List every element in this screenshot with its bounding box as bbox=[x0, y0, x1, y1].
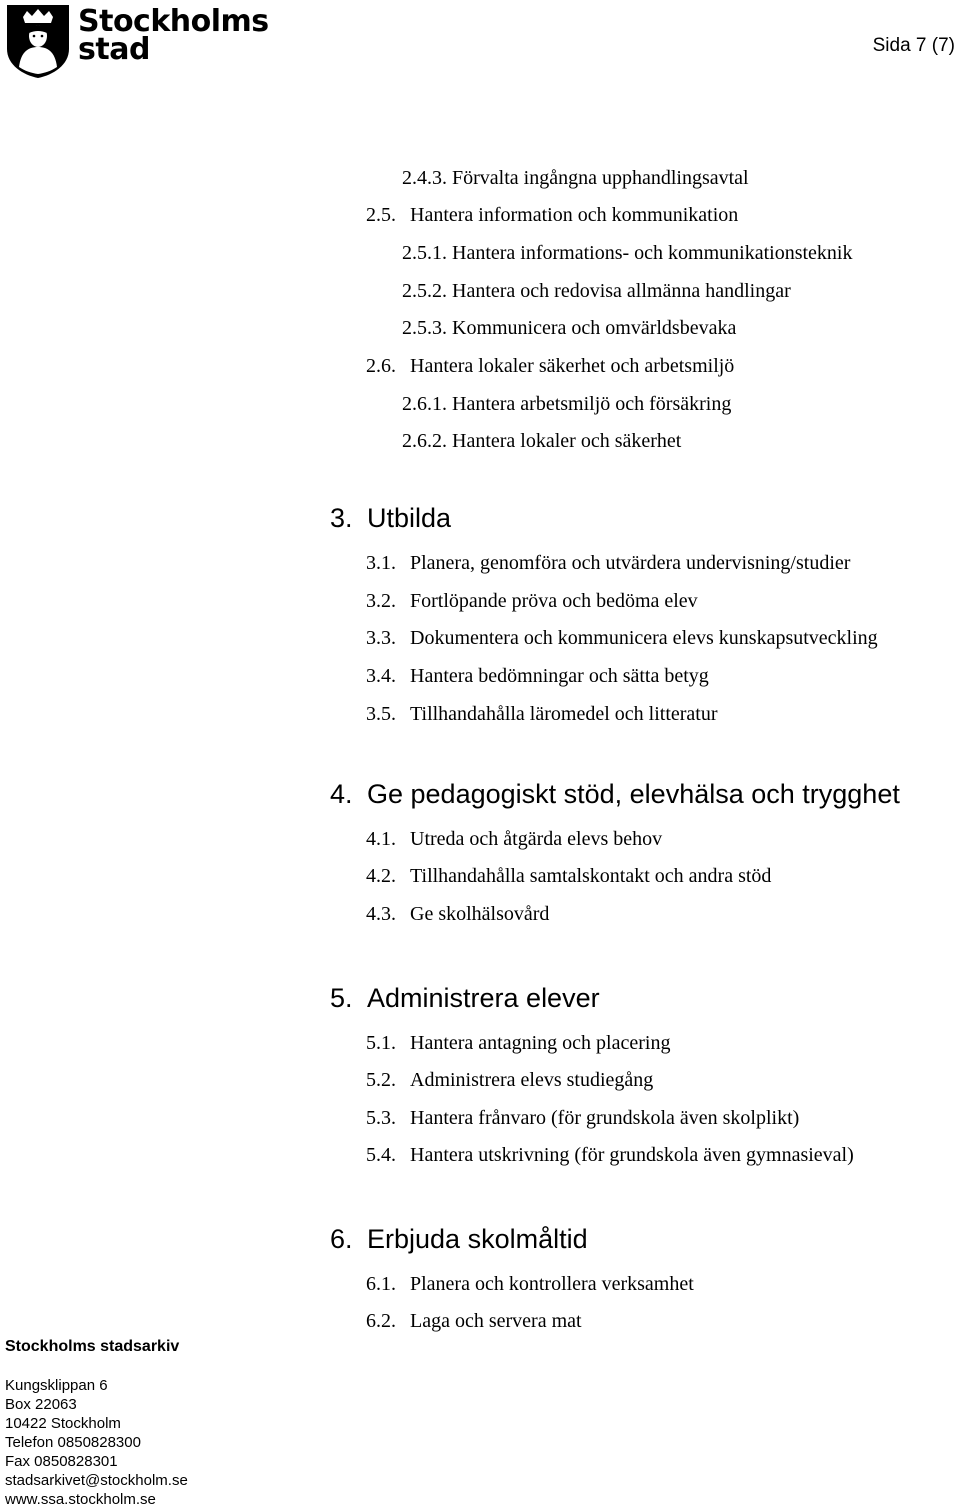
list-item bbox=[402, 316, 736, 340]
section-title: Erbjuda skolmåltid bbox=[367, 1224, 588, 1254]
footer-postal: 10422 Stockholm bbox=[5, 1415, 121, 1432]
item-text: Hantera informations- och kommunikationsteknik bbox=[452, 242, 853, 264]
footer-address bbox=[5, 1376, 188, 1509]
list-item bbox=[402, 166, 749, 190]
footer-email: stadsarkivet@stockholm.se bbox=[5, 1472, 188, 1489]
section-title: Utbilda bbox=[367, 503, 452, 533]
item-number: 4.3. bbox=[366, 903, 396, 925]
item-number: 2.5.3. bbox=[402, 317, 447, 339]
item-number: 5.4. bbox=[366, 1144, 396, 1166]
list-item bbox=[366, 1309, 582, 1333]
list-item bbox=[366, 589, 698, 613]
item-text: Hantera frånvaro (för grundskola även skolplikt) bbox=[410, 1107, 800, 1129]
list-item bbox=[366, 1031, 670, 1055]
list-item bbox=[402, 241, 852, 265]
stockholms-stad-logo bbox=[0, 0, 269, 82]
list-item bbox=[366, 203, 738, 227]
section-heading bbox=[330, 502, 451, 534]
footer-street: Kungsklippan 6 bbox=[5, 1377, 108, 1394]
item-text: Hantera antagning och placering bbox=[410, 1032, 671, 1054]
list-item bbox=[366, 551, 850, 575]
footer-org-name: Stockholms stadsarkiv bbox=[5, 1338, 180, 1355]
footer-phone: Telefon 0850828300 bbox=[5, 1434, 141, 1451]
item-number: 5.1. bbox=[366, 1032, 396, 1054]
item-text: Administrera elevs studiegång bbox=[410, 1069, 654, 1091]
item-text: Hantera information och kommunikation bbox=[410, 204, 739, 226]
item-number: 2.5.2. bbox=[402, 280, 447, 302]
item-text: Fortlöpande pröva och bedöma elev bbox=[410, 590, 698, 612]
item-text: Utreda och åtgärda elevs behov bbox=[410, 828, 663, 850]
item-text: Hantera och redovisa allmänna handlingar bbox=[452, 280, 791, 302]
list-item bbox=[366, 827, 662, 851]
section-heading bbox=[330, 1223, 588, 1255]
section-number: 5. bbox=[330, 983, 353, 1013]
item-number: 2.6.2. bbox=[402, 430, 447, 452]
item-number: 4.1. bbox=[366, 828, 396, 850]
list-item bbox=[366, 1272, 694, 1296]
list-item bbox=[402, 429, 681, 453]
item-number: 3.1. bbox=[366, 552, 396, 574]
item-number: 2.6. bbox=[366, 355, 396, 377]
item-text: Tillhandahålla samtalskontakt och andra stöd bbox=[410, 865, 772, 887]
section-number: 4. bbox=[330, 779, 353, 809]
item-text: Hantera lokaler säkerhet och arbetsmiljö bbox=[410, 355, 735, 377]
item-text: Planera, genomföra och utvärdera undervisning/studier bbox=[410, 552, 851, 574]
logo-line-1: Stockholms bbox=[78, 4, 269, 39]
item-number: 4.2. bbox=[366, 865, 396, 887]
footer-fax: Fax 0850828301 bbox=[5, 1453, 118, 1470]
item-text: Förvalta ingångna upphandlingsavtal bbox=[452, 167, 749, 189]
list-item bbox=[366, 702, 718, 726]
item-text: Hantera bedömningar och sätta betyg bbox=[410, 665, 709, 687]
item-text: Hantera utskrivning (för grundskola även gymnasieval) bbox=[410, 1144, 854, 1166]
item-number: 3.5. bbox=[366, 703, 396, 725]
item-number: 2.5. bbox=[366, 204, 396, 226]
page-number: Sida 7 (7) bbox=[872, 35, 955, 56]
city-crest-icon bbox=[5, 3, 71, 79]
list-item bbox=[366, 664, 709, 688]
list-item bbox=[366, 626, 878, 650]
item-number: 6.2. bbox=[366, 1310, 396, 1332]
footer-website: www.ssa.stockholm.se bbox=[5, 1491, 156, 1508]
footer-box: Box 22063 bbox=[5, 1396, 77, 1413]
logo-line-2: stad bbox=[78, 32, 150, 67]
section-title: Administrera elever bbox=[367, 983, 600, 1013]
item-text: Tillhandahålla läromedel och litteratur bbox=[410, 703, 718, 725]
item-text: Ge skolhälsovård bbox=[410, 903, 550, 925]
list-item bbox=[366, 1106, 799, 1130]
item-text: Kommunicera och omvärldsbevaka bbox=[452, 317, 737, 339]
item-number: 3.4. bbox=[366, 665, 396, 687]
item-number: 5.3. bbox=[366, 1107, 396, 1129]
section-number: 6. bbox=[330, 1224, 353, 1254]
section-title: Ge pedagogiskt stöd, elevhälsa och trygghet bbox=[367, 779, 900, 809]
item-number: 2.5.1. bbox=[402, 242, 447, 264]
item-number: 3.2. bbox=[366, 590, 396, 612]
item-number: 3.3. bbox=[366, 627, 396, 649]
item-text: Planera och kontrollera verksamhet bbox=[410, 1273, 694, 1295]
list-item bbox=[366, 902, 549, 926]
section-heading bbox=[330, 778, 900, 810]
item-number: 6.1. bbox=[366, 1273, 396, 1295]
list-item bbox=[402, 392, 731, 416]
item-text: Laga och servera mat bbox=[410, 1310, 582, 1332]
list-item bbox=[366, 1143, 854, 1167]
section-number: 3. bbox=[330, 503, 353, 533]
item-number: 5.2. bbox=[366, 1069, 396, 1091]
item-number: 2.4.3. bbox=[402, 167, 447, 189]
list-item bbox=[402, 279, 791, 303]
list-item bbox=[366, 1068, 653, 1092]
item-text: Hantera lokaler och säkerhet bbox=[452, 430, 682, 452]
item-number: 2.6.1. bbox=[402, 393, 447, 415]
section-heading bbox=[330, 982, 600, 1014]
logo-wordmark bbox=[78, 4, 269, 67]
item-text: Dokumentera och kommunicera elevs kunskapsutveckling bbox=[410, 627, 878, 649]
list-item bbox=[366, 354, 734, 378]
item-text: Hantera arbetsmiljö och försäkring bbox=[452, 393, 732, 415]
list-item bbox=[366, 864, 771, 888]
